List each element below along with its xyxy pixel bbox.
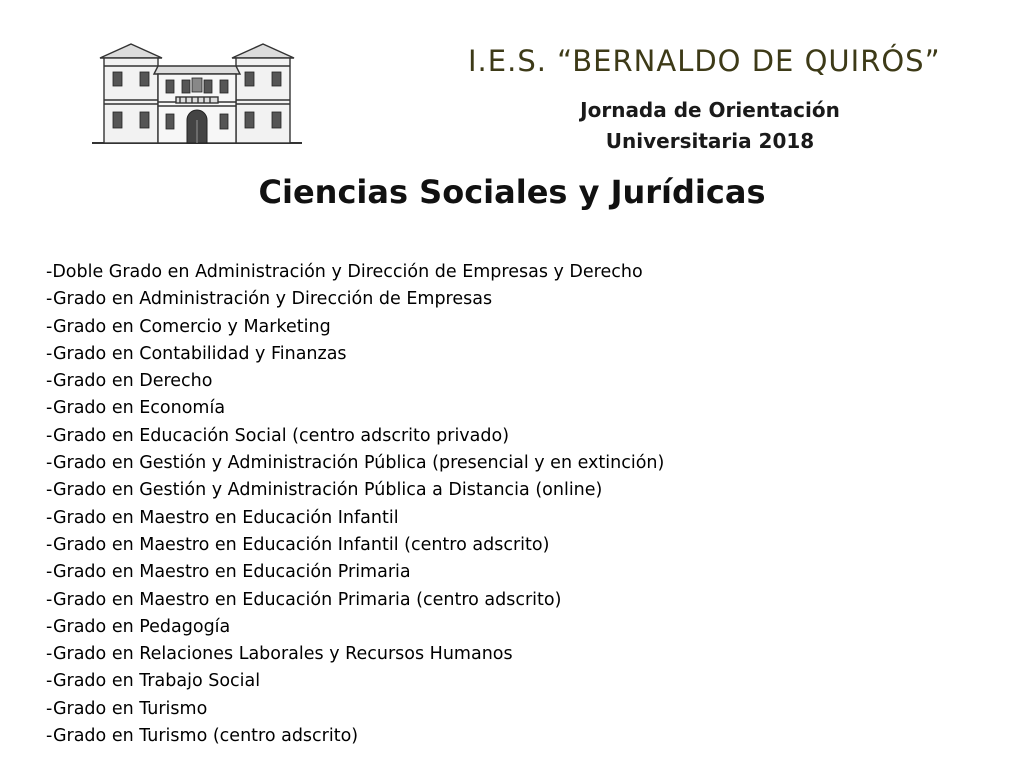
degree-item: -Grado en Comercio y Marketing [46,316,331,337]
degree-item: -Grado en Educación Social (centro adscrito privado) [46,425,510,446]
degree-item: -Grado en Administración y Dirección de Empresas [46,289,493,310]
degree-item: -Grado en Maestro en Educación Primaria [46,562,411,583]
degree-item: -Grado en Contabilidad y Finanzas [46,343,347,364]
section-title: Ciencias Sociales y Jurídicas [258,173,766,211]
degree-item: -Grado en Maestro en Educación Primaria (centro adscrito) [46,589,562,610]
degree-item: -Grado en Pedagogía [46,616,231,637]
degree-item: -Grado en Derecho [46,371,213,392]
degree-item: -Grado en Turismo [46,698,208,719]
event-title-line-1: Jornada de Orientación [580,98,840,122]
school-name: I.E.S. “BERNALDO DE QUIRÓS” [468,44,941,78]
event-title [560,95,860,157]
degree-item: -Grado en Relaciones Laborales y Recursos Humanos [46,644,513,665]
degree-item: -Grado en Gestión y Administración Pública (presencial y en extinción) [46,453,665,474]
degree-item: -Grado en Turismo (centro adscrito) [46,726,359,747]
event-title-line-2: Universitaria 2018 [605,129,815,153]
degree-item: -Doble Grado en Administración y Dirección de Empresas y Derecho [46,262,643,282]
degree-item: -Grado en Maestro en Educación Infantil [46,507,399,528]
degree-list [46,259,664,750]
school-building-icon [92,40,302,146]
degree-item: -Grado en Gestión y Administración Pública a Distancia (online) [46,480,603,501]
degree-item: -Grado en Maestro en Educación Infantil (centro adscrito) [46,534,550,555]
degree-item: -Grado en Trabajo Social [46,671,261,692]
degree-item: -Grado en Economía [46,398,226,419]
